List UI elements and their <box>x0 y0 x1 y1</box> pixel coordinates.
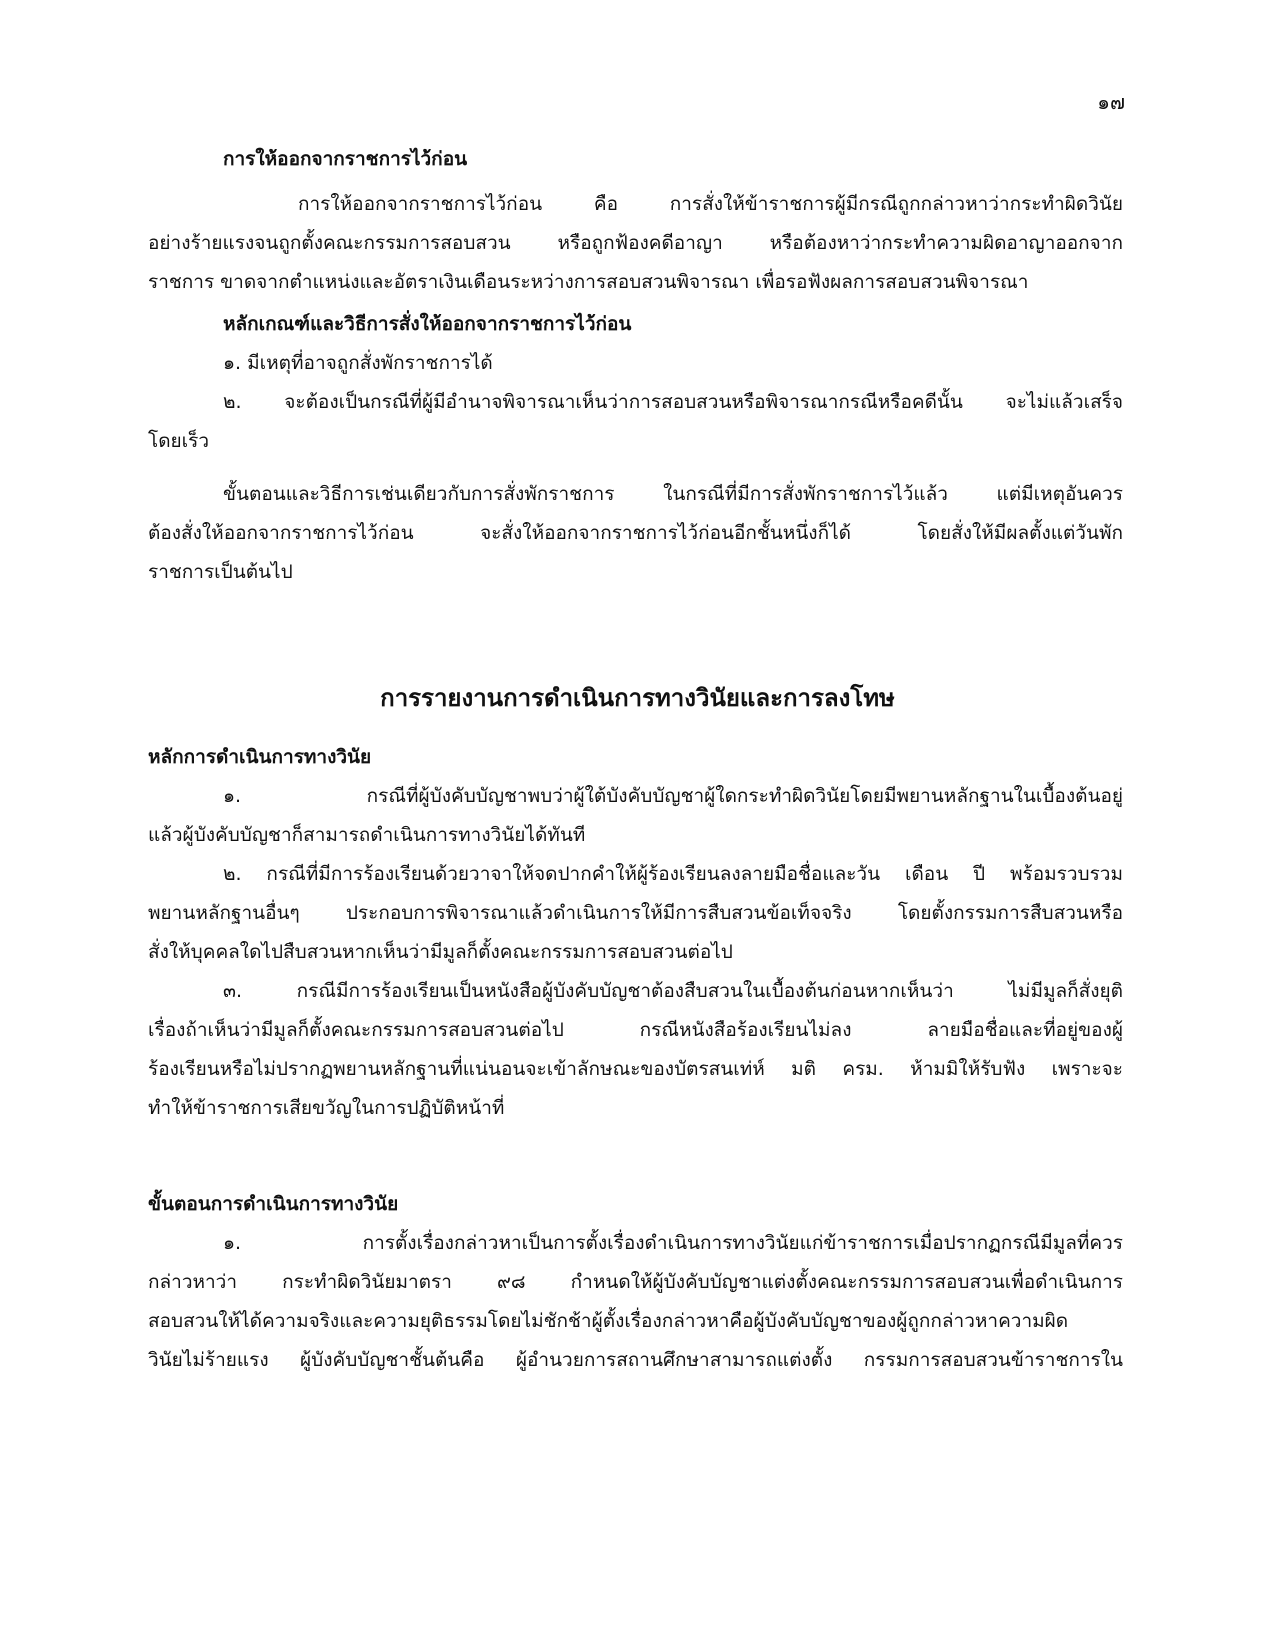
principle-item-3-line: ๓. กรณีมีการร้องเรียนเป็นหนังสือผู้บังคับบัญชาต้องสืบสวนในเบื้องต้นก่อนหากเห็นว่า ไม่มีมูลก็สั่งยุติ <box>223 980 1123 1002</box>
principles-section <box>148 738 1123 1128</box>
suspension-section <box>148 140 1123 179</box>
steps-section <box>148 1185 1123 1380</box>
section-title: การรายงานการดำเนินการทางวินัยและการลงโทษ <box>380 684 895 712</box>
criteria-item-2-line: ๒. จะต้องเป็นกรณีที่ผู้มีอำนาจพิจารณาเห็นว่าการสอบสวนหรือพิจารณากรณีหรือคดีนั้น จะไม่แล้วเสร็จ <box>223 391 1123 413</box>
page-number: ๑๗ <box>1097 90 1125 114</box>
principles-heading: หลักการดำเนินการทางวินัย <box>148 746 372 768</box>
paragraph-line: การให้ออกจากราชการไว้ก่อน คือ การสั่งให้ข้าราชการผู้มีกรณีถูกกล่าวหาว่ากระทำผิดวินัย <box>298 193 1123 215</box>
paragraph-line: อย่างร้ายแรงจนถูกตั้งคณะกรรมการสอบสวน หรือถูกฟ้องคดีอาญา หรือต้องหาว่ากระทำความผิดอาญาออกจาก <box>148 232 1123 254</box>
steps-heading: ขั้นตอนการดำเนินการทางวินัย <box>148 1193 399 1215</box>
criteria-item-1: ๑. มีเหตุที่อาจถูกสั่งพักราชการได้ <box>223 352 493 374</box>
principle-item-1-line: ๑. กรณีที่ผู้บังคับบัญชาพบว่าผู้ใต้บังคับบัญชาผู้ใดกระทำผิดวินัยโดยมีพยานหลักฐานในเบื้องต้นอยู่ <box>223 785 1123 807</box>
criteria-block <box>148 305 1123 461</box>
paragraph-line: ขั้นตอนและวิธีการเช่นเดียวกับการสั่งพักราชการ ในกรณีที่มีการสั่งพักราชการไว้แล้ว แต่มีเหตุอันควร <box>223 483 1123 505</box>
step-item-1-line: ๑. การตั้งเรื่องกล่าวหาเป็นการตั้งเรื่องดำเนินการทางวินัยแก่ข้าราชการเมื่อปรากฏกรณีมีมูลที่ควร <box>223 1232 1123 1254</box>
principle-item-2-line: สั่งให้บุคคลใดไปสืบสวนหากเห็นว่ามีมูลก็ตั้งคณะกรรมการสอบสวนต่อไป <box>148 941 733 963</box>
principle-item-2-line: ๒. กรณีที่มีการร้องเรียนด้วยวาจาให้จดปากคำให้ผู้ร้องเรียนลงลายมือชื่อและวัน เดือน ปี พร้อมรวบรวม <box>223 863 1123 885</box>
paragraph-line: ต้องสั่งให้ออกจากราชการไว้ก่อน จะสั่งให้ออกจากราชการไว้ก่อนอีกชั้นหนึ่งก็ได้ โดยสั่งให้มีผลตั้งแต่วันพัก <box>148 522 1123 544</box>
criteria-heading: หลักเกณฑ์และวิธีการสั่งให้ออกจากราชการไว้ก่อน <box>223 313 632 335</box>
suspension-definition <box>148 185 1123 302</box>
suspension-heading: การให้ออกจากราชการไว้ก่อน <box>223 148 468 170</box>
principle-item-1-line: แล้วผู้บังคับบัญชาก็สามารถดำเนินการทางวินัยได้ทันที <box>148 824 586 846</box>
step-item-1-line: กล่าวหาว่า กระทำผิดวินัยมาตรา ๙๘ กำหนดให้ผู้บังคับบัญชาแต่งตั้งคณะกรรมการสอบสวนเพื่อดำเนินการ <box>148 1271 1123 1293</box>
principle-item-2-line: พยานหลักฐานอื่นๆ ประกอบการพิจารณาแล้วดำเนินการให้มีการสืบสวนข้อเท็จจริง โดยตั้งกรรมการสืบสวนหรือ <box>148 902 1123 924</box>
paragraph-line: ราชการ ขาดจากตำแหน่งและอัตราเงินเดือนระหว่างการสอบสวนพิจารณา เพื่อรอฟังผลการสอบสวนพิจารณา <box>148 271 1029 293</box>
procedure-paragraph <box>148 475 1123 592</box>
principle-item-3-line: ทำให้ข้าราชการเสียขวัญในการปฏิบัติหน้าที่ <box>148 1097 505 1119</box>
criteria-item-2-line: โดยเร็ว <box>148 430 210 452</box>
paragraph-line: ราชการเป็นต้นไป <box>148 561 293 583</box>
principle-item-3-line: เรื่องถ้าเห็นว่ามีมูลก็ตั้งคณะกรรมการสอบสวนต่อไป กรณีหนังสือร้องเรียนไม่ลง ลายมือชื่อและที่อยู่ของผู้ <box>148 1019 1123 1041</box>
step-item-1-line: สอบสวนให้ได้ความจริงและความยุติธรรมโดยไม่ชักช้าผู้ตั้งเรื่องกล่าวหาคือผู้บังคับบัญชาของผู้ถูกกล่าวหาความผิด <box>148 1310 1069 1332</box>
principle-item-3-line: ร้องเรียนหรือไม่ปรากฏพยานหลักฐานที่แน่นอนจะเข้าลักษณะของบัตรสนเท่ห์ มติ ครม. ห้ามมิให้รับฟัง เพราะจะ <box>148 1058 1123 1080</box>
step-item-1-line: วินัยไม่ร้ายแรง ผู้บังคับบัญชาชั้นต้นคือ ผู้อำนวยการสถานศึกษาสามารถแต่งตั้ง กรรมการสอบสวนข้าราชการใน <box>148 1349 1123 1371</box>
